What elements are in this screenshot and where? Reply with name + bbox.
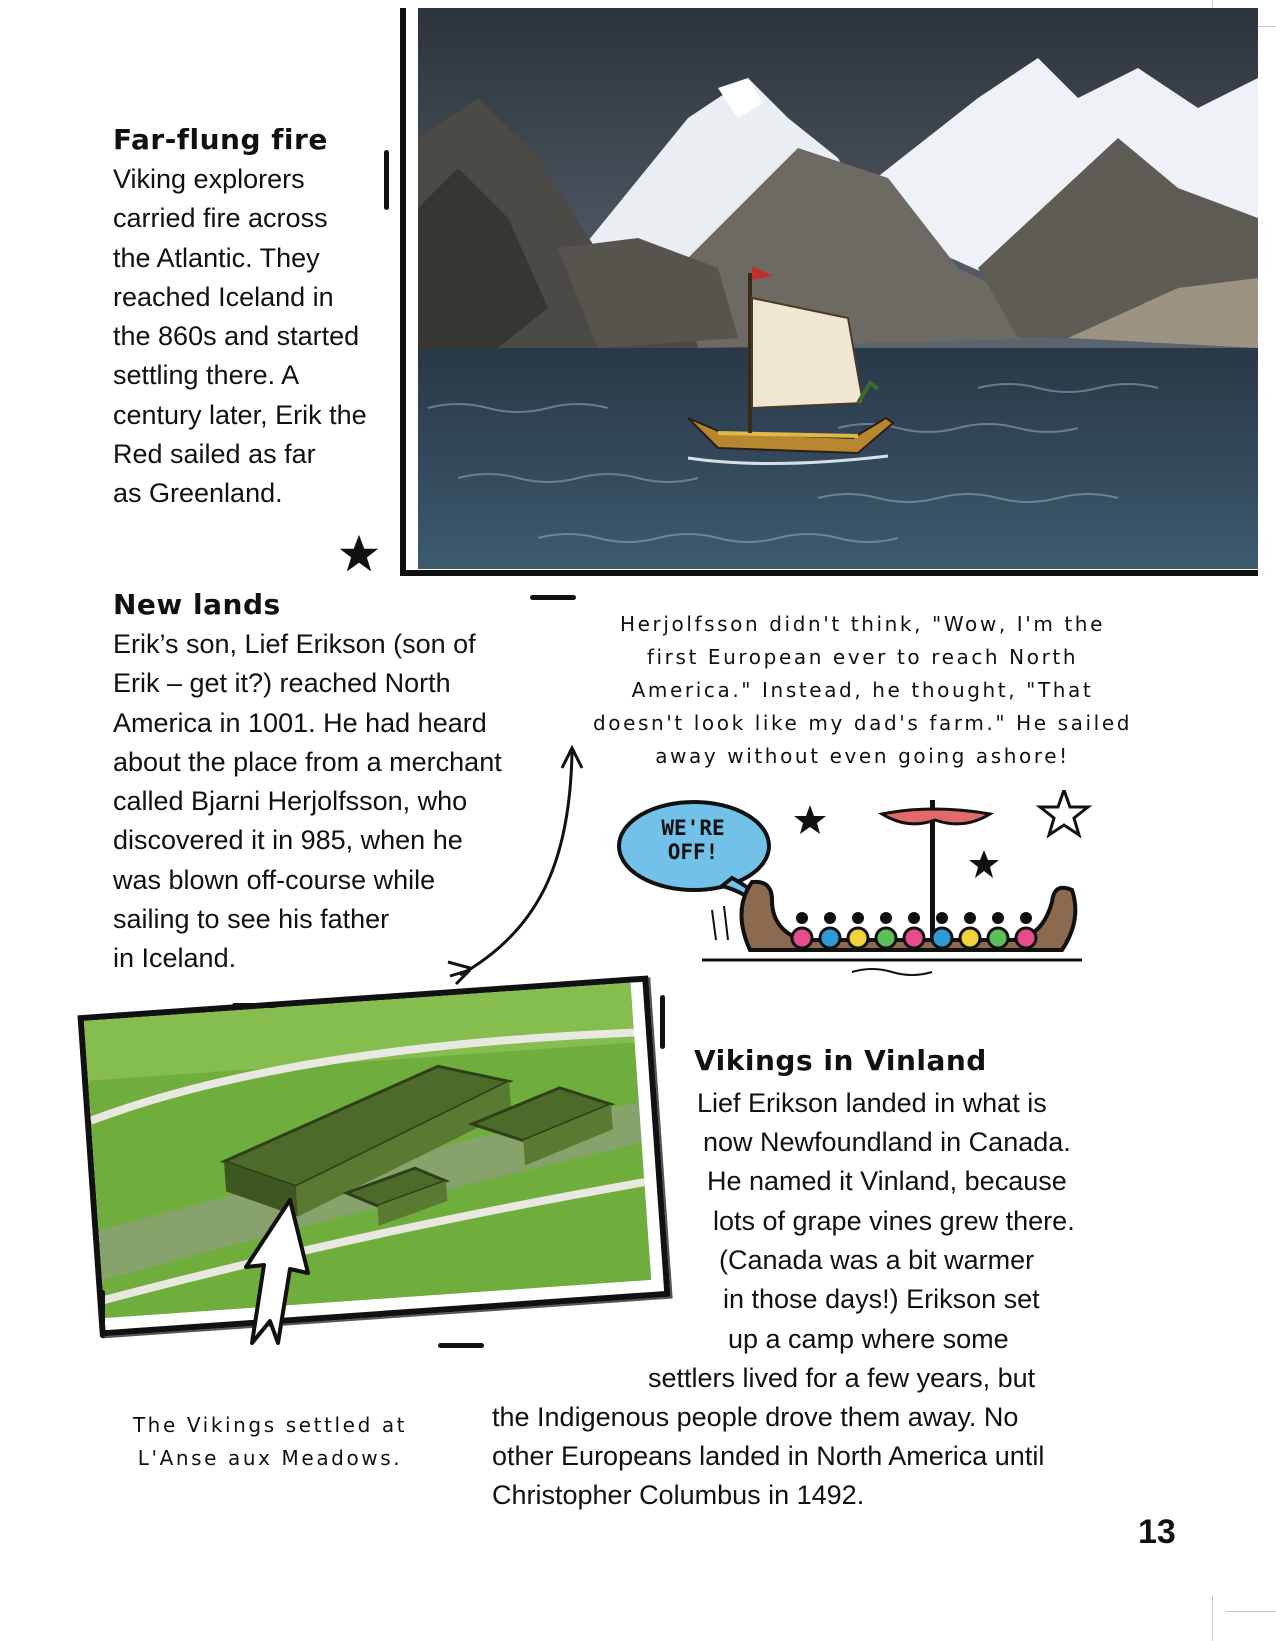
body-line: Erik’s son, Lief Erikson (son of xyxy=(113,629,476,659)
caption-line: Herjolfsson didn't think, "Wow, I'm the xyxy=(619,612,1105,636)
far-flung-fire-heading: Far-flung fire xyxy=(113,123,328,156)
body-line: century later, Erik the xyxy=(113,399,367,430)
caption-line: The Vikings settled at xyxy=(132,1413,408,1437)
caption-line: away without even going ashore! xyxy=(655,744,1070,768)
shield xyxy=(904,928,924,948)
decorative-dash xyxy=(100,1290,105,1338)
body-line: settling there. A xyxy=(113,360,300,391)
shield xyxy=(876,928,896,948)
page-number: 13 xyxy=(1138,1513,1176,1551)
caption-line: first European ever to reach North xyxy=(646,645,1079,669)
caption-line: L'Anse aux Meadows. xyxy=(137,1446,403,1470)
body-line: as Greenland. xyxy=(113,478,283,509)
sod-houses-picture xyxy=(84,983,651,1319)
cartoon-longship xyxy=(612,790,1142,1010)
settlement-caption xyxy=(120,1409,420,1475)
section-far-flung-fire xyxy=(113,123,367,514)
body-line: the 860s and started xyxy=(113,321,360,352)
body-line: discovered it in 985, when he xyxy=(113,825,463,856)
decorative-dash xyxy=(384,150,389,210)
body-line: Viking explorers xyxy=(113,164,305,194)
body-line: carried fire across xyxy=(113,203,328,234)
frame-bottom-edge xyxy=(400,570,1258,576)
shield xyxy=(1016,928,1036,948)
body-line: called Bjarni Herjolfsson, who xyxy=(113,786,468,817)
decorative-dash xyxy=(232,1003,276,1008)
body-line: the Indigenous people drove them away. No xyxy=(492,1402,1019,1432)
speech-line: OFF! xyxy=(667,840,719,864)
body-line: was blown off-course while xyxy=(113,864,436,895)
body-line: about the place from a merchant xyxy=(113,746,502,777)
speech-bubble-text xyxy=(638,816,748,864)
body-line: reached Iceland in xyxy=(113,281,334,312)
body-line: Lief Erikson landed in what is xyxy=(697,1088,1047,1118)
fjord-illustration xyxy=(418,8,1258,569)
up-arrow-icon xyxy=(232,1195,322,1350)
body-line: in Iceland. xyxy=(113,943,237,974)
body-line: America in 1001. He had heard xyxy=(113,707,487,738)
settlement-photo xyxy=(77,975,670,1336)
body-line: sailing to see his father xyxy=(113,904,390,935)
crop-mark xyxy=(1212,1596,1213,1641)
shield xyxy=(820,928,840,948)
fjord-ship-picture xyxy=(418,8,1258,569)
body-line: other Europeans landed in North America until xyxy=(492,1441,1045,1471)
body-line: He named it Vinland, because xyxy=(707,1166,1067,1196)
body-line: the Atlantic. They xyxy=(113,242,320,273)
herjolfsson-caption xyxy=(585,608,1140,773)
vinland-heading: Vikings in Vinland xyxy=(694,1044,987,1077)
body-line: settlers lived for a few years, but xyxy=(648,1363,1036,1393)
body-line: Christopher Columbus in 1492. xyxy=(492,1480,865,1510)
frame-left-edge xyxy=(400,8,406,576)
shield xyxy=(988,928,1008,948)
shield xyxy=(848,928,868,948)
new-lands-heading: New lands xyxy=(113,588,281,621)
decorative-dash xyxy=(438,1343,484,1348)
body-line: in those days!) Erikson set xyxy=(723,1284,1040,1314)
body-line: Erik – get it?) reached North xyxy=(113,668,451,699)
body-line: lots of grape vines grew there. xyxy=(713,1206,1075,1236)
decorative-dash xyxy=(660,995,665,1049)
body-line: (Canada was a bit warmer xyxy=(719,1245,1035,1275)
far-flung-fire-body xyxy=(113,160,367,514)
decorative-dash xyxy=(530,595,576,600)
star-icon xyxy=(338,533,380,580)
shield xyxy=(932,928,952,948)
speech-line: WE'RE xyxy=(661,816,725,840)
body-line: Red sailed as far xyxy=(113,439,316,470)
body-line: now Newfoundland in Canada. xyxy=(703,1127,1071,1157)
curved-arrow-icon xyxy=(430,740,590,995)
crop-mark xyxy=(1226,1611,1276,1612)
caption-line: America." Instead, he thought, "That xyxy=(631,678,1094,702)
caption-line: doesn't look like my dad's farm." He sailed xyxy=(592,711,1133,735)
shield xyxy=(792,928,812,948)
shield xyxy=(960,928,980,948)
body-line: up a camp where some xyxy=(728,1324,1009,1354)
